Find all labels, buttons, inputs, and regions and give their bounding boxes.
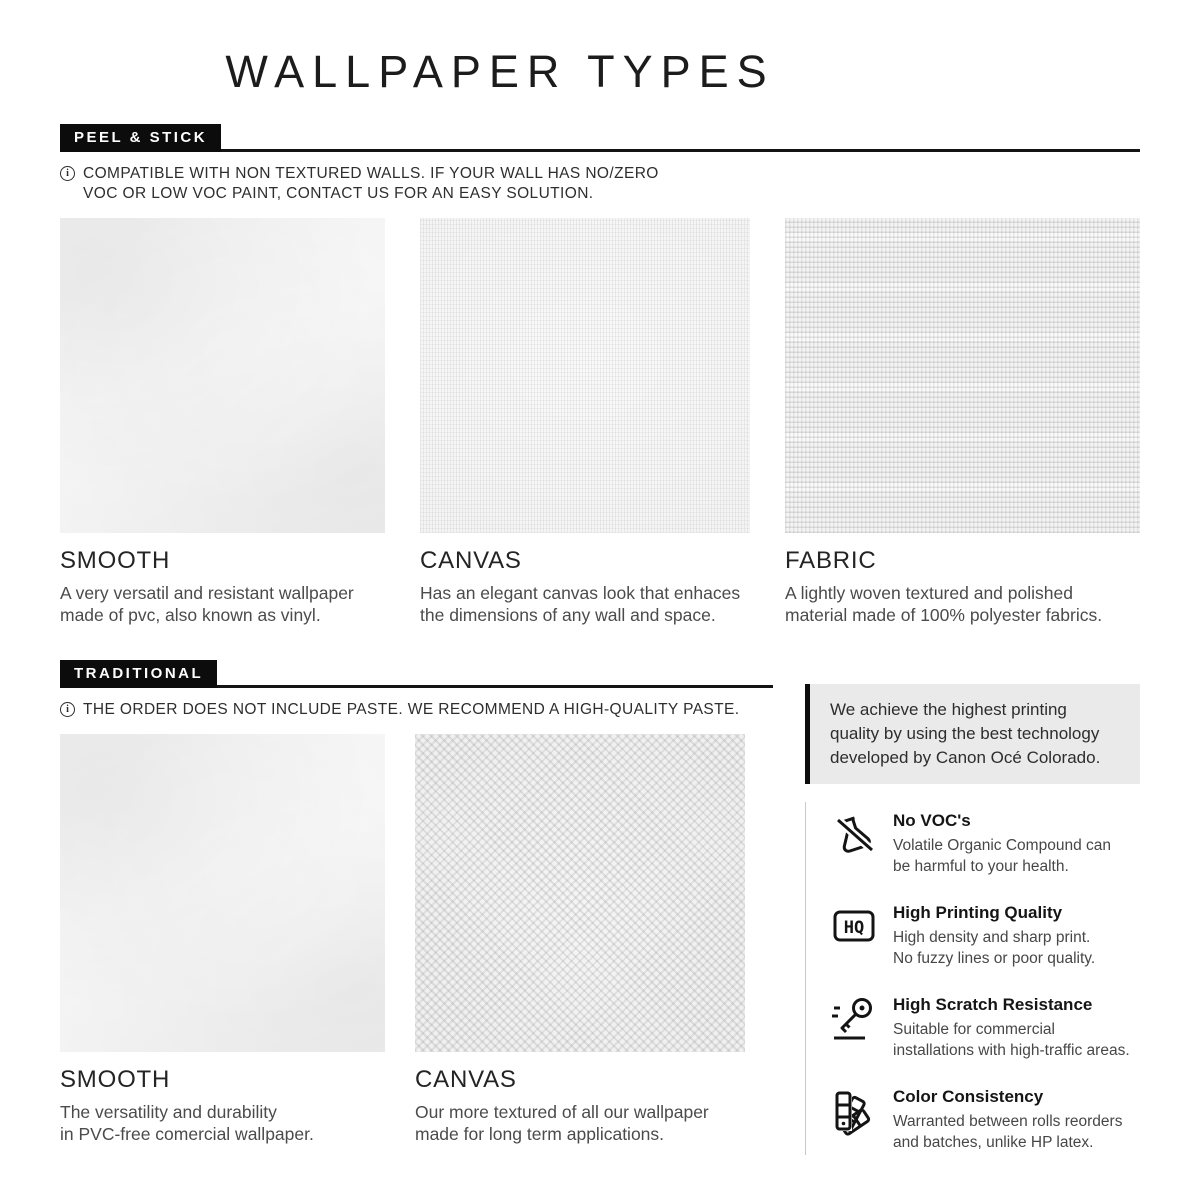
bottom-area [60, 660, 1140, 1155]
note-line: COMPATIBLE WITH NON TEXTURED WALLS. IF YOUR WALL HAS NO/ZERO [83, 165, 659, 182]
svg-text:HQ: HQ [843, 918, 865, 938]
swatch-label: SMOOTH [60, 547, 171, 574]
swatch-description-line: The versatility and durability [60, 1102, 277, 1122]
swatch-description [420, 582, 750, 626]
peel-stick-section-header [60, 124, 1140, 152]
swatch-card-canvas [420, 218, 750, 626]
feature-description-line: Volatile Organic Compound can [893, 837, 1111, 854]
quote-box [805, 684, 1140, 784]
quote-line: developed by Canon Océ Colorado. [830, 748, 1101, 767]
hq-badge-icon [830, 902, 878, 950]
scratch-key-icon [830, 994, 878, 1042]
swatch-description-line: material made of 100% polyester fabrics. [785, 605, 1103, 625]
feature-description-line: be harmful to your health. [893, 858, 1069, 875]
feature-title: No VOC's [893, 811, 971, 830]
fabric-texture-image [785, 218, 1140, 533]
feature-title: High Printing Quality [893, 903, 1063, 922]
feature-title: Color Consistency [893, 1087, 1044, 1106]
smooth-texture-image [60, 734, 385, 1052]
swatch-card-smooth-traditional [60, 734, 385, 1145]
swatch-card-canvas-traditional [415, 734, 745, 1145]
swatch-label: FABRIC [785, 547, 877, 574]
feature-description-line: High density and sharp print. [893, 929, 1091, 946]
traditional-section [60, 660, 773, 1155]
feature-text [893, 1086, 1122, 1153]
peel-stick-note-text [83, 164, 659, 204]
quote-line: We achieve the highest printing [830, 700, 1067, 719]
swatch-label: SMOOTH [60, 1066, 171, 1093]
note-line: VOC OR LOW VOC PAINT, CONTACT US FOR AN EASY SOLUTION. [83, 185, 594, 202]
swatch-description-line: A lightly woven textured and polished [785, 583, 1073, 603]
traditional-badge: TRADITIONAL [60, 660, 217, 688]
feature-description-line: Warranted between rolls reorders [893, 1113, 1123, 1130]
traditional-section-header [60, 660, 773, 688]
traditional-note-text [83, 700, 739, 720]
swatch-description-line: in PVC-free comercial wallpaper. [60, 1124, 314, 1144]
peel-stick-section [60, 124, 1140, 626]
printing-quality-aside [805, 660, 1140, 1155]
swatch-card-fabric [785, 218, 1140, 626]
peel-stick-note [60, 164, 1140, 204]
feature-text [893, 810, 1111, 877]
feature-description [893, 835, 1111, 877]
feature-description [893, 927, 1095, 969]
feature-description-line: installations with high-traffic areas. [893, 1042, 1130, 1059]
feature-description-line: Suitable for commercial [893, 1021, 1055, 1038]
swatch-description [785, 582, 1140, 626]
feature-high-printing-quality [830, 902, 1140, 969]
swatch-description-line: made of pvc, also known as vinyl. [60, 605, 321, 625]
swatch-description-line: Our more textured of all our wallpaper [415, 1102, 709, 1122]
feature-description [893, 1111, 1122, 1153]
swatch-label: CANVAS [420, 547, 522, 574]
feature-text [893, 902, 1095, 969]
swatch-description [60, 582, 385, 626]
feature-color-consistency [830, 1086, 1140, 1153]
feature-no-voc [830, 810, 1140, 877]
color-swatches-icon [830, 1086, 878, 1134]
feature-high-scratch-resistance [830, 994, 1140, 1061]
feature-description [893, 1019, 1130, 1061]
swatch-card-smooth [60, 218, 385, 626]
info-icon [60, 166, 75, 181]
swatch-description-line: the dimensions of any wall and space. [420, 605, 716, 625]
quote-line: quality by using the best technology [830, 724, 1100, 743]
traditional-swatch-row [60, 734, 745, 1145]
feature-description-line: and batches, unlike HP latex. [893, 1134, 1094, 1151]
feature-text [893, 994, 1130, 1061]
note-line: THE ORDER DOES NOT INCLUDE PASTE. WE RECOMMEND A HIGH-QUALITY PASTE. [83, 701, 740, 718]
swatch-description-line: Has an elegant canvas look that enhaces [420, 583, 741, 603]
peel-stick-swatch-row [60, 218, 1140, 626]
peel-stick-badge: PEEL & STICK [60, 124, 221, 152]
swatch-description [415, 1101, 745, 1145]
swatch-description-line: A very versatil and resistant wallpaper [60, 583, 354, 603]
smooth-texture-image [60, 218, 385, 533]
page-title: WALLPAPER TYPES [225, 46, 775, 97]
feature-title: High Scratch Resistance [893, 995, 1093, 1014]
swatch-description [60, 1101, 385, 1145]
no-voc-flask-icon [830, 810, 878, 858]
rough-canvas-texture-image [415, 734, 745, 1052]
content-area [60, 124, 1140, 1155]
swatch-description-line: made for long term applications. [415, 1124, 665, 1144]
swatch-label: CANVAS [415, 1066, 517, 1093]
canvas-texture-image [420, 218, 750, 533]
traditional-note [60, 700, 773, 720]
info-icon [60, 702, 75, 717]
feature-description-line: No fuzzy lines or poor quality. [893, 950, 1096, 967]
feature-list [805, 802, 1140, 1155]
